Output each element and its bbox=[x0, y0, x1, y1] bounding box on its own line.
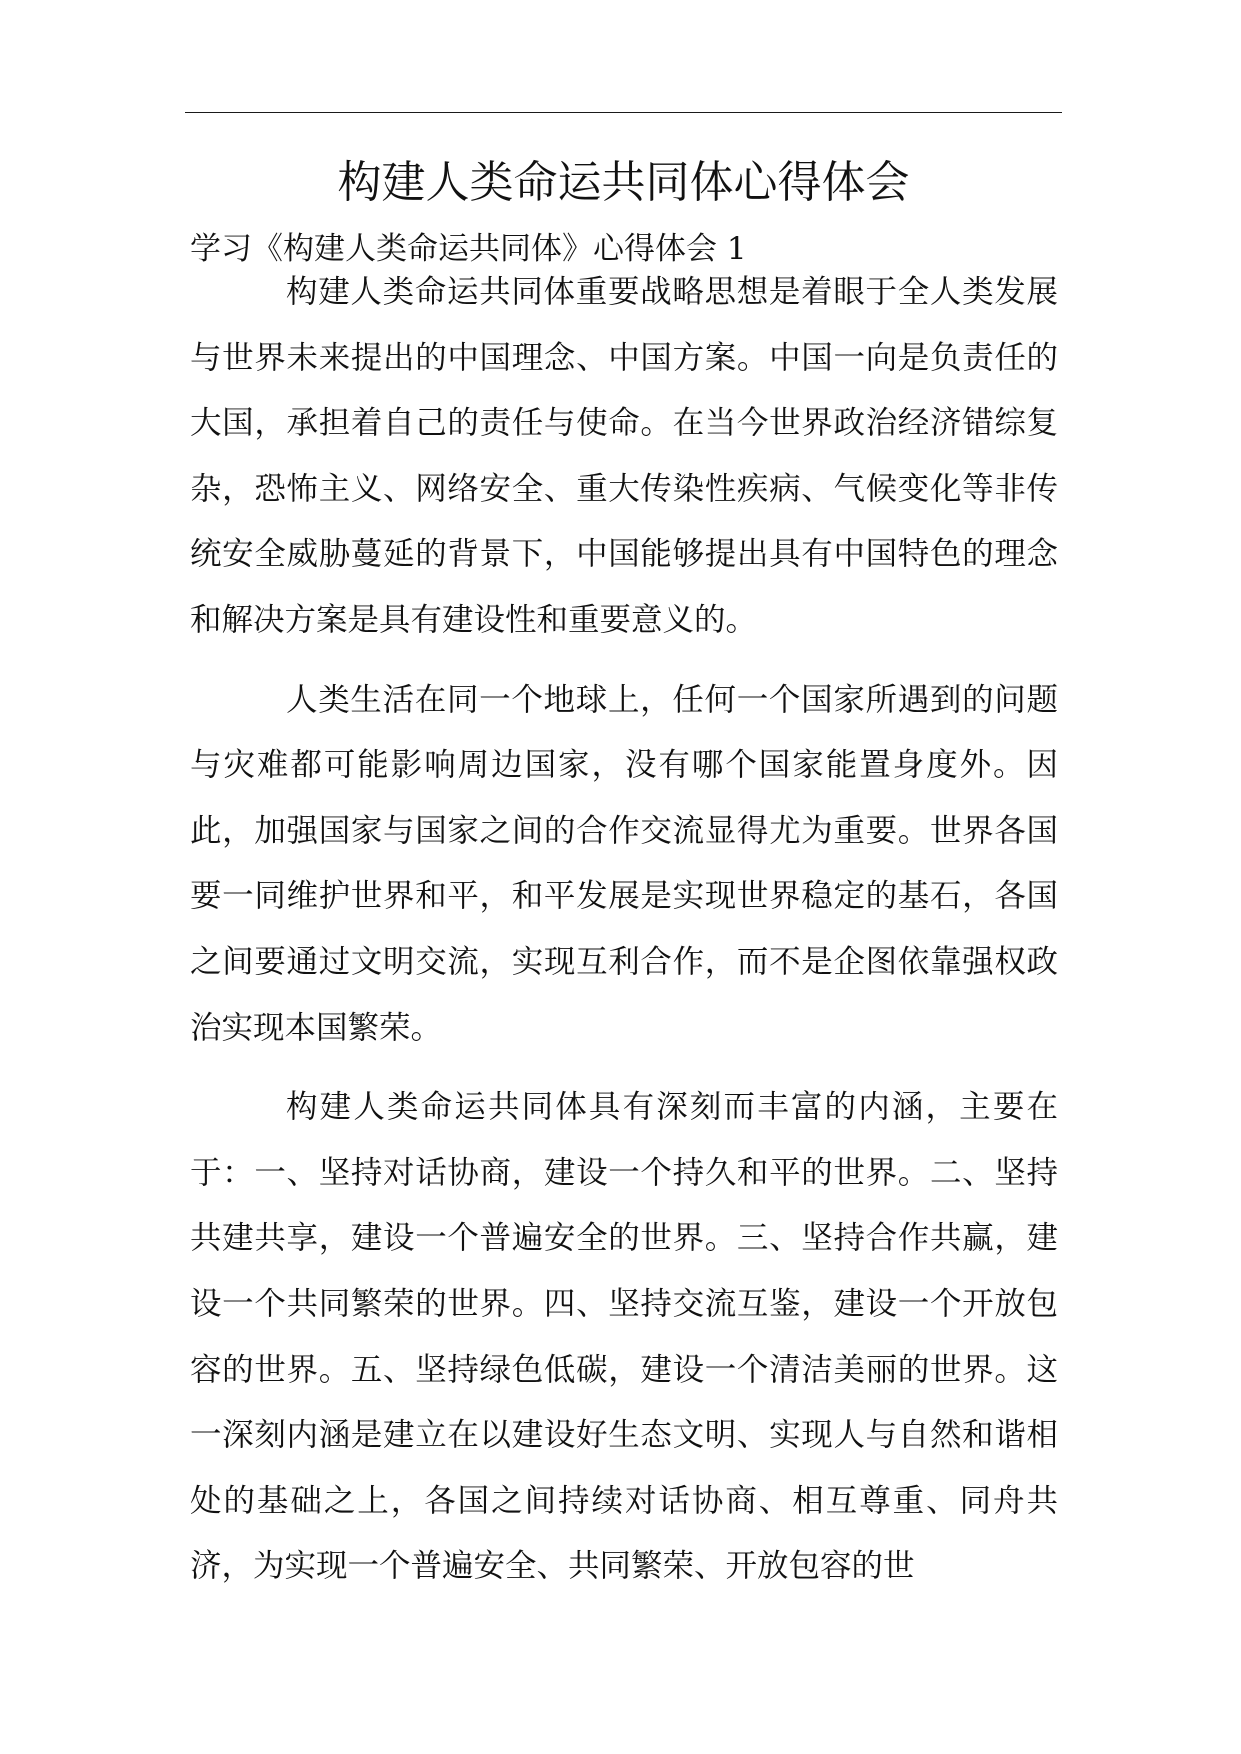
paragraph-2: 人类生活在同一个地球上，任何一个国家所遇到的问题与灾难都可能影响周边国家，没有哪个国家能置身度外。因此，加强国家与国家之间的合作交流显得尤为重要。世界各国要一同维护世界和平，和平发展是实现世界稳定的基石，各国之间要通过文明交流，实现互利合作，而不是企图依靠强权政治实现本国繁荣。 bbox=[190, 681, 1058, 1046]
document-title: 构建人类命运共同体心得体会 bbox=[337, 157, 910, 208]
document-subtitle: 学习《构建人类命运共同体》心得体会 1 bbox=[190, 231, 747, 267]
paragraph-3: 构建人类命运共同体具有深刻而丰富的内涵，主要在于：一、坚持对话协商，建设一个持久和平的世界。二、坚持共建共享，建设一个普遍安全的世界。三、坚持合作共赢，建设一个共同繁荣的世界。四、坚持交流互鉴，建设一个开放包容的世界。五、坚持绿色低碳，建设一个清洁美丽的世界。这一深刻内涵是建立在以建设好生态文明、实现人与自然和谐相处的基础之上，各国之间持续对话协商、相互尊重、同舟共济，为实现一个普遍安全、共同繁荣、开放包容的世 bbox=[190, 1089, 1058, 1585]
header-rule bbox=[185, 112, 1062, 113]
paragraph-1: 构建人类命运共同体重要战略思想是着眼于全人类发展与世界未来提出的中国理念、中国方案。中国一向是负责任的大国，承担着自己的责任与使命。在当今世界政治经济错综复杂，恐怖主义、网络安全、重大传染性疾病、气候变化等非传统安全威胁蔓延的背景下，中国能够提出具有中国特色的理念和解决方案是具有建设性和重要意义的。 bbox=[190, 274, 1058, 638]
document-body bbox=[190, 260, 1058, 1600]
